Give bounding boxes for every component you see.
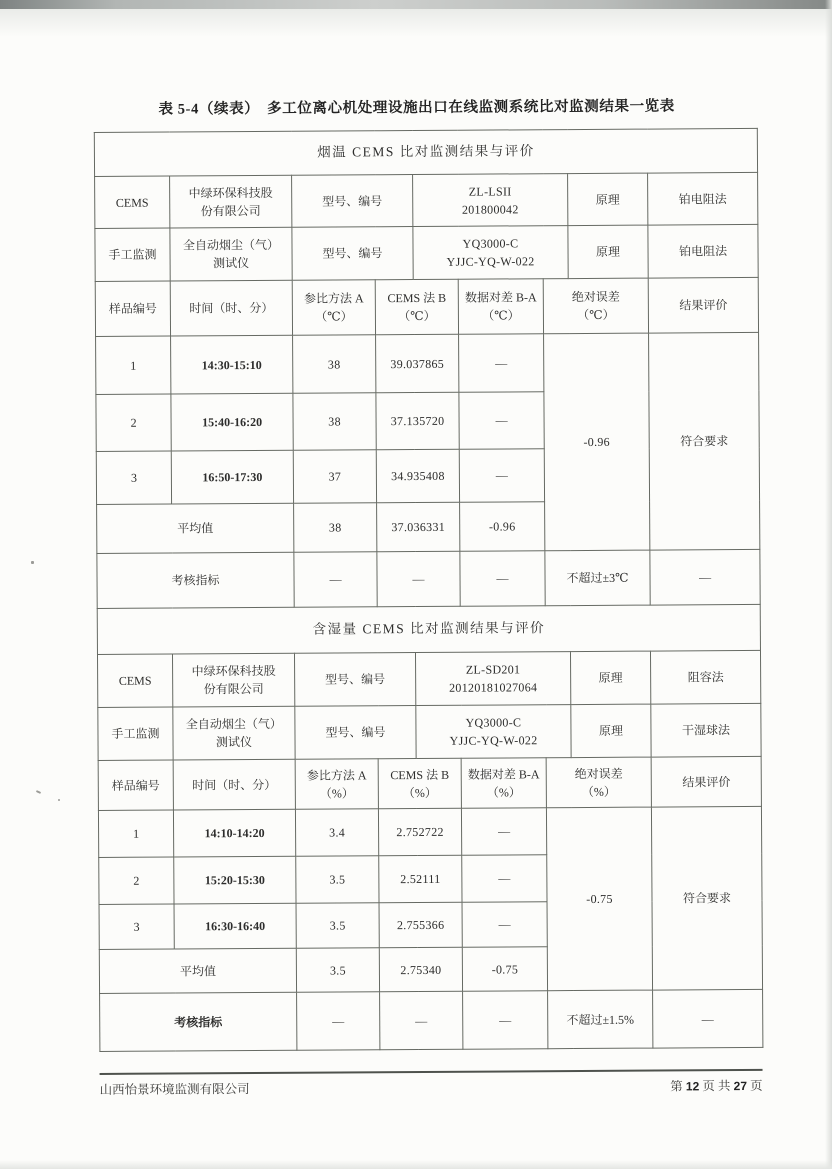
assessment-ref: — — [294, 552, 377, 608]
scan-edge-bottom — [0, 1160, 832, 1169]
model-label: 型号、编号 — [292, 227, 413, 281]
equipment-row — [98, 703, 761, 760]
col-header-diff: 数据对差 B-A （℃） — [458, 279, 543, 335]
footer-page-number: 12 — [685, 1079, 700, 1094]
average-ref: 38 — [294, 503, 377, 553]
col-header-ref: 参比方法 A （℃） — [292, 280, 375, 336]
column-header-row — [98, 756, 761, 810]
sample-no: 1 — [96, 336, 171, 394]
equipment-row — [95, 224, 758, 281]
diff-value: — — [459, 449, 544, 503]
col-header-time: 时间（时、分） — [170, 280, 292, 336]
average-label: 平均值 — [97, 503, 294, 553]
principle-label: 原理 — [570, 651, 650, 704]
cems-value: 2.755366 — [379, 902, 462, 948]
sample-no: 2 — [96, 394, 171, 451]
sample-no: 3 — [96, 451, 171, 504]
abs-error-value: -0.75 — [546, 807, 652, 991]
col-header-sample: 样品编号 — [98, 760, 173, 810]
table-row — [98, 806, 761, 857]
diff-value: — — [462, 855, 547, 903]
model-value: YQ3000-C YJJC-YQ-W-022 — [413, 226, 568, 280]
cems-value: 2.52111 — [379, 855, 462, 903]
assessment-row — [97, 549, 760, 608]
equipment-row — [95, 172, 758, 228]
cems-value: 34.935408 — [376, 449, 459, 503]
ref-value: 37 — [293, 450, 376, 504]
time-range: 16:50-17:30 — [171, 450, 293, 504]
page-title: 表 5-4（续表） 多工位离心机处理设施出口在线监测系统比对监测结果一览表 — [158, 98, 675, 118]
evaluation-value: 符合要求 — [651, 806, 762, 990]
diff-value: — — [459, 392, 544, 450]
assessment-label: 考核指标 — [100, 992, 297, 1051]
time-range: 16:30-16:40 — [174, 903, 296, 949]
page-footer — [100, 1069, 763, 1098]
assessment-result: — — [653, 989, 763, 1048]
average-ref: 3.5 — [296, 948, 379, 993]
sample-no: 2 — [99, 857, 174, 904]
ref-value: 3.4 — [295, 809, 378, 857]
abs-error-value: -0.96 — [544, 333, 650, 551]
equip-device: 中绿环保科技股 份有限公司 — [172, 653, 294, 707]
footer-company: 山西怡景环境监测有限公司 — [99, 1082, 250, 1097]
col-header-time: 时间（时、分） — [173, 759, 295, 810]
diff-value: — — [461, 808, 546, 856]
principle-label: 原理 — [568, 225, 648, 278]
assessment-label: 考核指标 — [97, 552, 294, 608]
equip-device: 全自动烟尘（气） 测试仪 — [173, 706, 295, 760]
average-diff: -0.75 — [462, 947, 547, 992]
average-label: 平均值 — [99, 948, 296, 993]
model-value: YQ3000-C YJJC-YQ-W-022 — [416, 705, 571, 759]
model-label: 型号、编号 — [292, 175, 413, 228]
col-header-abs-error: 绝对误差 （%） — [546, 757, 651, 808]
model-label: 型号、编号 — [294, 653, 415, 707]
assessment-ref: — — [297, 992, 380, 1051]
assessment-result: — — [650, 549, 760, 605]
model-value: ZL-LSII 201800042 — [413, 174, 568, 227]
assessment-cems: — — [377, 551, 460, 607]
model-value: ZL-SD201 20120181027064 — [415, 652, 570, 706]
column-header-row — [95, 277, 758, 336]
col-header-cems: CEMS 法 B （℃） — [375, 279, 458, 335]
ref-value: 3.5 — [296, 903, 379, 949]
average-cems: 37.036331 — [377, 502, 460, 552]
time-range: 14:10-14:20 — [173, 809, 295, 857]
assessment-criterion: 不超过±1.5% — [548, 990, 653, 1049]
ref-value: 3.5 — [296, 856, 379, 904]
model-label: 型号、编号 — [295, 706, 416, 760]
equip-type: CEMS — [97, 654, 172, 707]
footer-page-middle: 页 共 — [699, 1079, 734, 1094]
equip-device: 全自动烟尘（气） 测试仪 — [170, 227, 292, 281]
average-cems: 2.75340 — [379, 947, 462, 992]
table-row — [96, 332, 759, 394]
col-header-cems: CEMS 法 B （%） — [378, 758, 461, 809]
diff-value: — — [462, 902, 547, 948]
section-title-row — [97, 604, 760, 654]
equip-type: 手工监测 — [95, 228, 170, 281]
cems-value: 37.135720 — [376, 392, 459, 450]
time-range: 15:40-16:20 — [171, 393, 293, 451]
time-range: 14:30-15:10 — [171, 335, 293, 394]
diff-value: — — [459, 334, 544, 393]
assessment-criterion: 不超过±3℃ — [545, 550, 650, 606]
footer-page-info — [670, 1076, 762, 1095]
assessment-row — [100, 989, 763, 1051]
cems-value: 2.752722 — [378, 808, 461, 856]
principle-value: 铂电阻法 — [648, 172, 758, 225]
evaluation-value: 符合要求 — [649, 332, 760, 550]
principle-label: 原理 — [568, 173, 648, 225]
section-title: 含湿量 CEMS 比对监测结果与评价 — [97, 604, 760, 654]
col-header-abs-error: 绝对误差 （℃） — [543, 278, 648, 334]
report-table — [94, 128, 764, 1052]
principle-value: 干湿球法 — [651, 703, 761, 757]
col-header-diff: 数据对差 B-A （%） — [461, 758, 546, 809]
ref-value: 38 — [293, 335, 376, 394]
col-header-result: 结果评价 — [648, 277, 758, 333]
principle-value: 铂电阻法 — [648, 224, 758, 278]
equip-device: 中绿环保科技股 份有限公司 — [170, 175, 292, 228]
equip-type: CEMS — [95, 176, 170, 228]
section-title: 烟温 CEMS 比对监测结果与评价 — [94, 128, 757, 176]
assessment-cems: — — [380, 991, 463, 1050]
footer-page-prefix: 第 — [670, 1079, 686, 1094]
col-header-sample: 样品编号 — [95, 281, 170, 336]
footer-page-suffix: 页 — [746, 1078, 763, 1093]
section-title-row — [94, 128, 757, 176]
average-diff: -0.96 — [460, 502, 545, 552]
col-header-ref: 参比方法 A （%） — [295, 759, 378, 810]
equipment-row — [97, 650, 760, 707]
principle-value: 阻容法 — [650, 650, 760, 704]
time-range: 15:20-15:30 — [174, 856, 296, 904]
col-header-result: 结果评价 — [651, 756, 761, 807]
assessment-diff: — — [463, 991, 548, 1050]
sample-no: 3 — [99, 904, 174, 949]
sample-no: 1 — [98, 810, 173, 857]
assessment-diff: — — [460, 551, 545, 607]
footer-page-total: 27 — [733, 1078, 748, 1094]
principle-label: 原理 — [571, 704, 651, 757]
ref-value: 38 — [293, 393, 376, 451]
cems-value: 39.037865 — [376, 334, 459, 393]
equip-type: 手工监测 — [98, 707, 173, 760]
